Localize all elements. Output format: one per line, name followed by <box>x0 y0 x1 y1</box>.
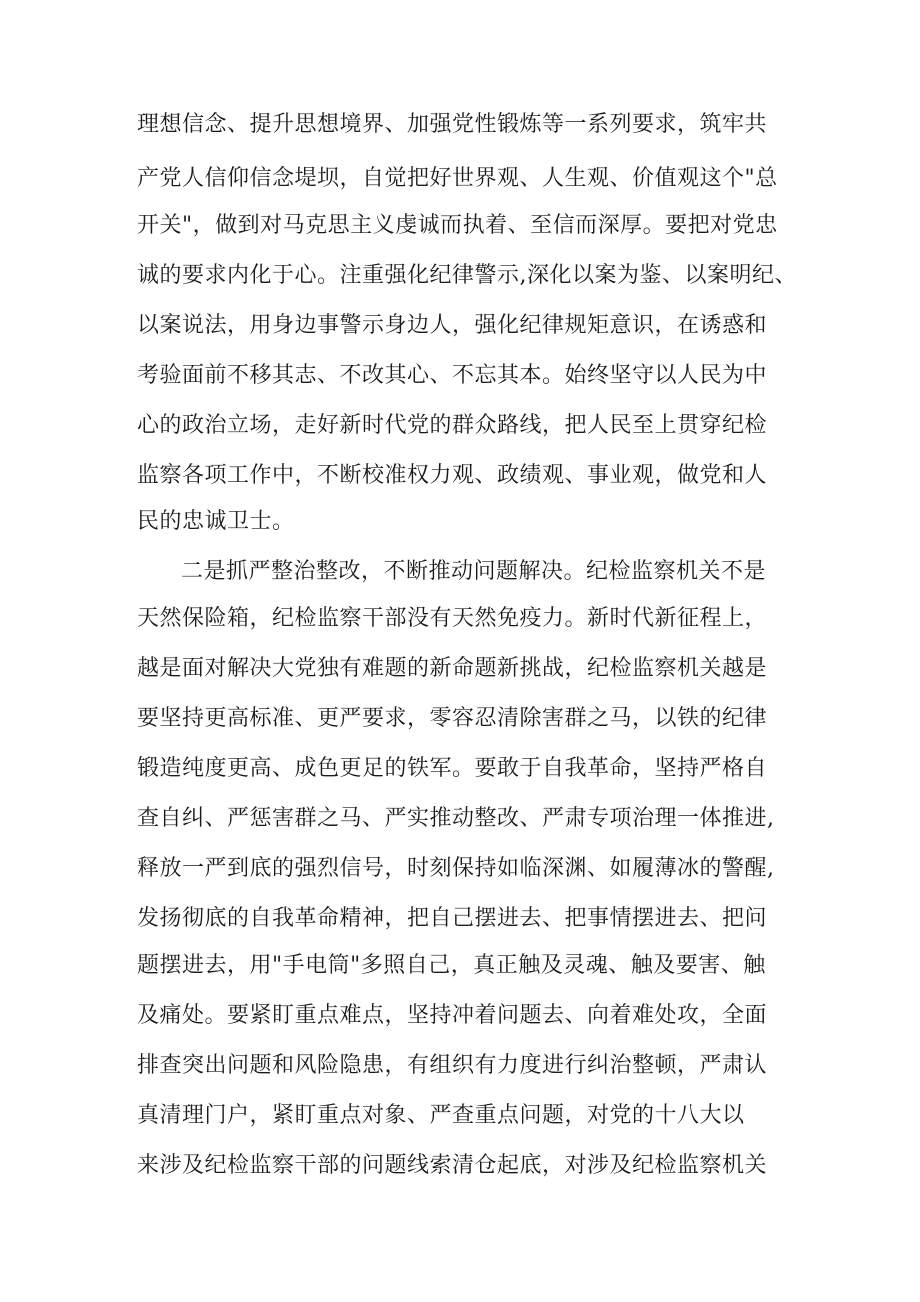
text-line: 天然保险箱，纪检监察干部没有天然免疫力。新时代新征程上， <box>137 606 768 631</box>
text-line: 产党人信仰信念堤坝，自觉把好世界观、人生观、价值观这个"总 <box>137 166 778 191</box>
text-line: 查自纠、严惩害群之马、严实推动整改、严肃专项治理一体推进, <box>137 806 775 831</box>
text-line: 释放一严到底的强烈信号，时刻保持如临深渊、如履薄冰的警醒, <box>137 856 775 881</box>
text-line: 民的忠诚卫士。 <box>137 509 295 534</box>
text-line: 要坚持更高标准、更严要求，零容忍清除害群之马，以铁的纪律 <box>137 706 768 731</box>
text-line: 真清理门户，紧盯重点对象、严查重点问题，对党的十八大以 <box>137 1103 745 1128</box>
text-line: 排查突出问题和风险隐患，有组织有力度进行纠治整顿，严肃认 <box>137 1053 768 1078</box>
paragraph-first-line: 二是抓严整治整改，不断推动问题解决。纪检监察机关不是 <box>181 559 767 584</box>
text-line: 开关"，做到对马克思主义虔诚而执着、至信而深厚。要把对党忠 <box>137 213 778 238</box>
text-line: 监察各项工作中，不断校准权力观、政绩观、事业观，做党和人 <box>137 463 768 488</box>
text-line: 题摆进去，用"手电筒"多照自己，真正触及灵魂、触及要害、触 <box>137 953 766 978</box>
text-line: 发扬彻底的自我革命精神，把自己摆进去、把事情摆进去、把问 <box>137 906 768 931</box>
text-line: 理想信念、提升思想境界、加强党性锻炼等一系列要求，筑牢共 <box>137 112 768 137</box>
text-line: 来涉及纪检监察干部的问题线索清仓起底，对涉及纪检监察机关 <box>137 1153 768 1178</box>
text-line: 及痛处。要紧盯重点难点，坚持冲着问题去、向着难处攻，全面 <box>137 1003 768 1028</box>
text-line: 诚的要求内化于心。注重强化纪律警示,深化以案为鉴、以案明纪、 <box>137 263 797 288</box>
text-line: 考验面前不移其志、不改其心、不忘其本。始终坚守以人民为中 <box>137 363 768 388</box>
text-line: 越是面对解决大党独有难题的新命题新挑战，纪检监察机关越是 <box>137 656 768 681</box>
text-line: 锻造纯度更高、成色更足的铁军。要敢于自我革命，坚持严格自 <box>137 756 768 781</box>
text-line: 心的政治立场，走好新时代党的群众路线，把人民至上贯穿纪检 <box>137 413 768 438</box>
text-line: 以案说法，用身边事警示身边人，强化纪律规矩意识，在诱惑和 <box>137 313 768 338</box>
